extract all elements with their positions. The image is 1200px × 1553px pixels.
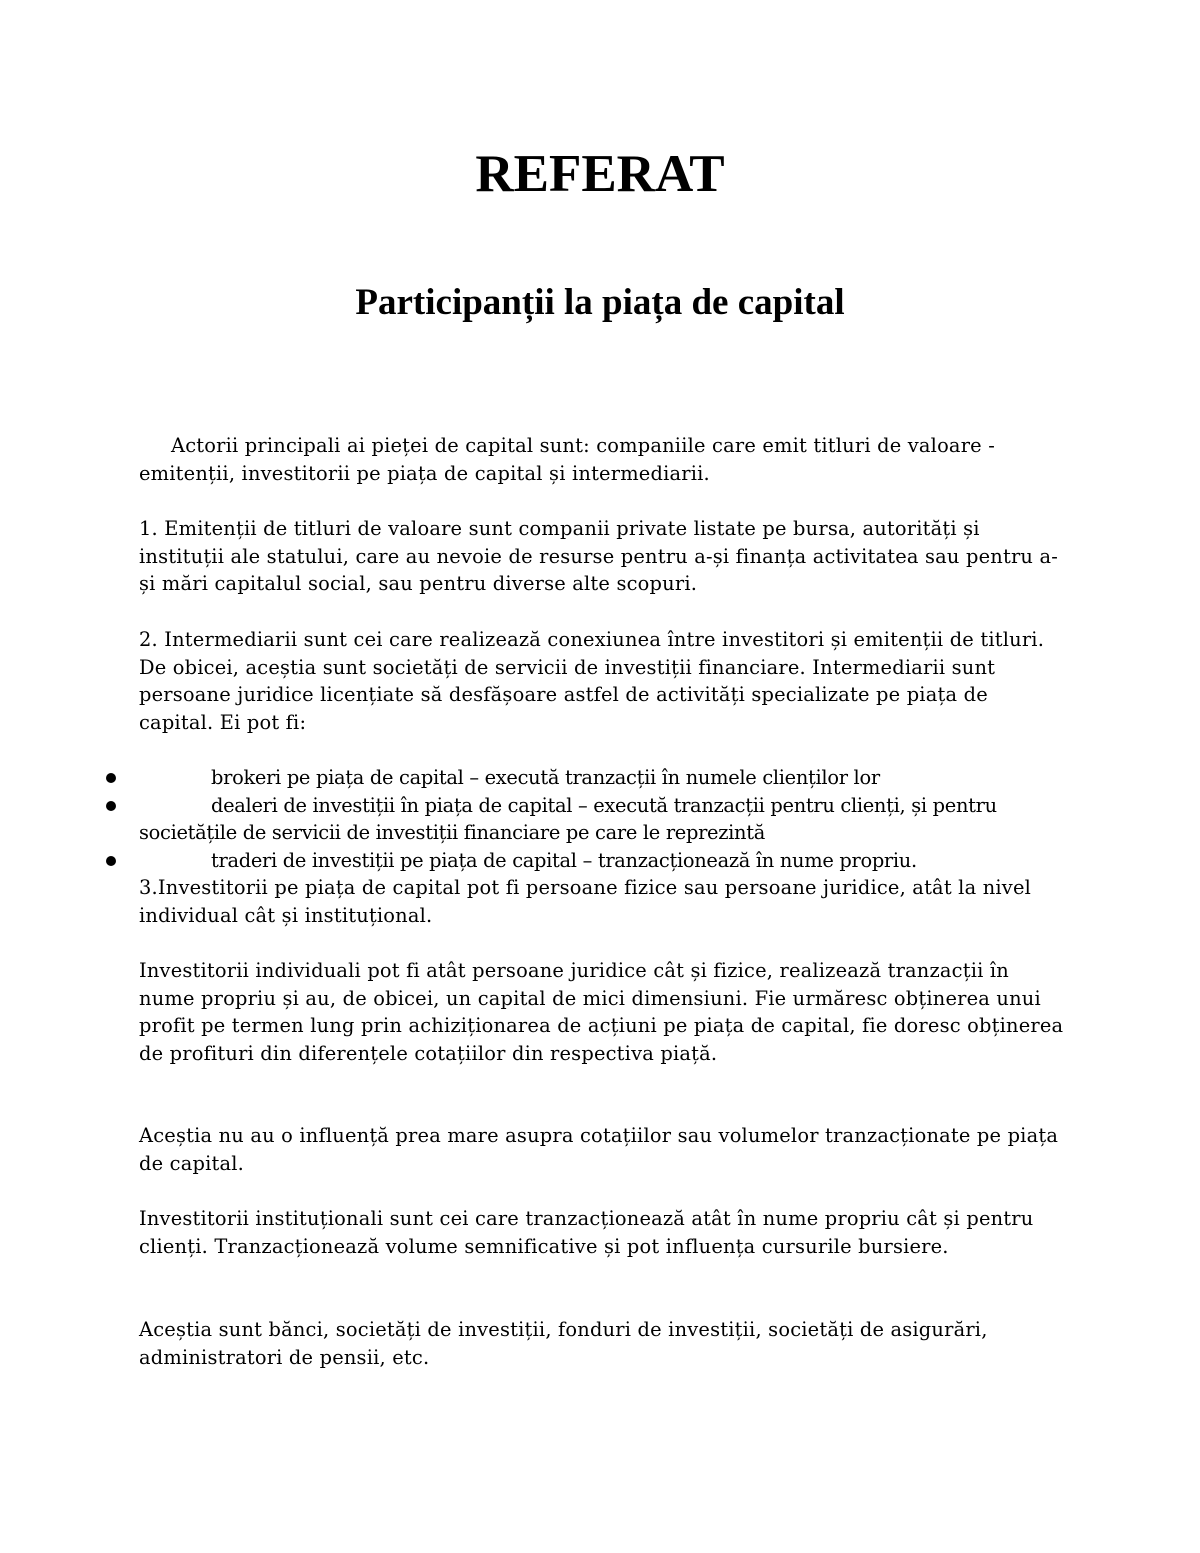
bullet-icon bbox=[106, 801, 116, 811]
paragraph-influenta: Aceștia nu au o influență prea mare asupra cotațiilor sau volumelor tranzacționate pe piața de capital. bbox=[139, 1124, 1059, 1175]
intermediaries-list bbox=[0, 764, 1200, 874]
list-item bbox=[0, 847, 1064, 875]
paragraph-intermediari: 2. Intermediarii sunt cei care realizează conexiunea între investitori și emitenții de titluri. De obicei, aceștia sunt societăți de servicii de investiții financiare. Intermediarii sunt persoane juridice licențiate să desfășoare astfel de activități specializate pe piața de capital. Ei pot fi: bbox=[139, 628, 1045, 734]
document-subtitle: Participanții la piața de capital bbox=[355, 282, 845, 323]
list-item bbox=[0, 792, 1064, 847]
bullet-icon bbox=[106, 773, 116, 783]
paragraph-intro: Actorii principali ai pieței de capital sunt: companiile care emit titluri de valoare - emitenții, investitorii pe piața de capital și intermediarii. bbox=[139, 434, 995, 485]
paragraph-investitori: 3.Investitorii pe piața de capital pot fi persoane fizice sau persoane juridice, atât la nivel individual cât și instituțional. bbox=[139, 876, 1032, 927]
paragraph-exemple: Aceștia sunt bănci, societăți de investiții, fonduri de investiții, societăți de asigurări, administratori de pensii, etc. bbox=[139, 1318, 988, 1369]
bullet-icon bbox=[106, 856, 116, 866]
list-item-text: brokeri pe piața de capital – execută tranzacții în numele clienților lor bbox=[211, 766, 880, 789]
document-title: REFERAT bbox=[475, 145, 725, 203]
list-item bbox=[0, 764, 1064, 792]
paragraph-emitenti: 1. Emitenții de titluri de valoare sunt companii private listate pe bursa, autorități și instituții ale statului, care au nevoie de resurse pentru a-și finanța activitatea sau pentru a-și mări capitalul social, sau pentru diverse alte scopuri. bbox=[139, 517, 1058, 595]
paragraph-investitori-individuali: Investitorii individuali pot fi atât persoane juridice cât și fizice, realizează tranzacții în nume propriu și au, de obicei, un capital de mici dimensiuni. Fie urmăresc obținerea unui profit pe termen lung prin achiziționarea de acțiuni pe piața de capital, fie doresc obținerea de profituri din diferențele cotațiilor din respectiva piață. bbox=[139, 959, 1064, 1065]
list-item-text: dealeri de investiții în piața de capital – execută tranzacții pentru clienți, și pentru societățile de servicii de investiții financiare pe care le reprezintă bbox=[139, 793, 997, 844]
list-item-text: traderi de investiții pe piața de capital – tranzacționează în nume propriu. bbox=[211, 848, 917, 872]
paragraph-investitori-institutionali: Investitorii instituționali sunt cei care tranzacționează atât în nume propriu cât și pentru clienți. Tranzacționează volume semnificative și pot influența cursurile bursiere. bbox=[139, 1207, 1034, 1258]
